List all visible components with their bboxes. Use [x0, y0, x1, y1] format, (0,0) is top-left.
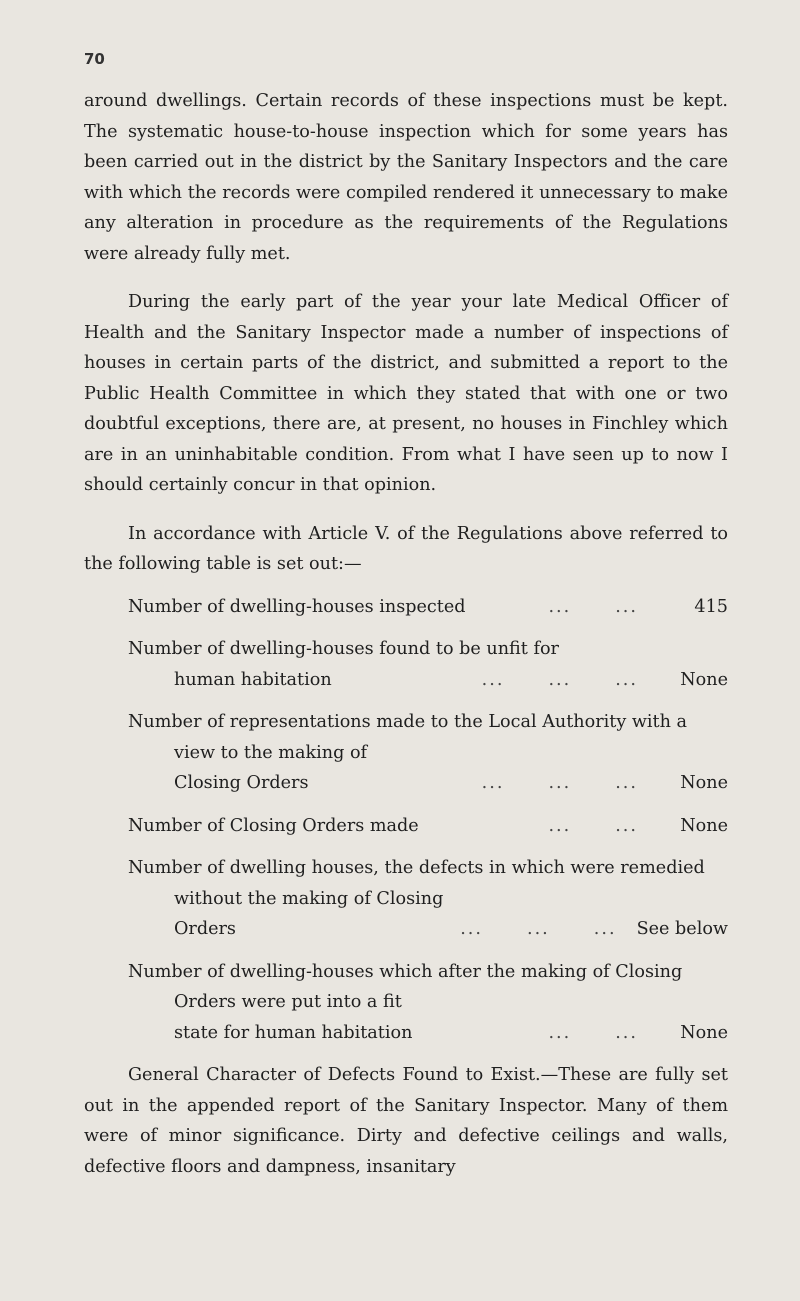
row-label: Number of dwelling-houses inspected [128, 596, 466, 617]
paragraph-2: During the early part of the year your late Medical Officer of Health and the Sanitary Inspector made a number of inspections of houses in certain parts of the district, and submitted a report to the Public Health Committee in which they stated that with one or two doubtful exceptions, there are, at present, no houses in Finchley which are in an uninhabitable condition. From what I have seen up to now I should certainly concur in that opinion. [84, 292, 728, 495]
row-value: None [680, 669, 728, 690]
row-label: human habitation [174, 669, 332, 690]
row-value: None [680, 1022, 728, 1043]
row-value: None [680, 815, 728, 836]
paragraph-4: General Character of Defects Found to Exist.—These are fully set out in the appended report of the Sanitary Inspector. Many of them were of minor significance. Dirty and defective ceilings and walls, defective floors and dampness, insanitary [84, 1065, 728, 1177]
row-value: 415 [694, 596, 728, 617]
table-row: Number of dwelling-houses which after the making of Closing Orders were put into a fit state for human habitation ... ... None [84, 957, 728, 1049]
row-label: state for human habitation [174, 1022, 413, 1043]
row-label: Closing Orders [174, 773, 309, 793]
row-label-lead: Number of dwelling houses, the defects in which were remedied without the making of Closing [128, 858, 705, 909]
row-value: None [680, 773, 728, 793]
table-row: Number of Closing Orders made ... ... None [84, 811, 728, 842]
body-text [84, 86, 728, 1182]
table-row: Number of dwelling-houses inspected ... ... 415 [84, 592, 728, 623]
row-label: Number of Closing Orders made [128, 815, 419, 836]
row-label-lead: Number of dwelling-houses found to be unfit for [128, 639, 559, 659]
paragraph-3: In accordance with Article V. of the Regulations above referred to the following table is set out:— [84, 523, 728, 574]
statistics-table [84, 592, 728, 1049]
row-value: See below [636, 919, 728, 939]
table-row: Number of dwelling-houses found to be unfit for human habitation ... ... ... None [84, 634, 728, 695]
row-label-lead: Number of dwelling-houses which after the making of Closing Orders were put into a fit [128, 961, 683, 1012]
row-label: Orders [174, 919, 236, 939]
table-row: Number of dwelling houses, the defects in which were remedied without the making of Closing Orders ... ... ... See below [84, 853, 728, 945]
table-row: Number of representations made to the Local Authority with a view to the making of Closing Orders ... ... ... None [84, 707, 728, 799]
paragraph-1: around dwellings. Certain records of these inspections must be kept. The systematic house-to-house inspection which for some years has been carried out in the district by the Sanitary Inspectors and the care with which the records were compiled rendered it unnecessary to make any alteration in procedure as the requirements of the Regulations were already fully met. [84, 91, 728, 264]
page-number: 70 [84, 50, 105, 68]
row-label-lead: Number of representations made to the Local Authority with a view to the making of [128, 712, 688, 763]
